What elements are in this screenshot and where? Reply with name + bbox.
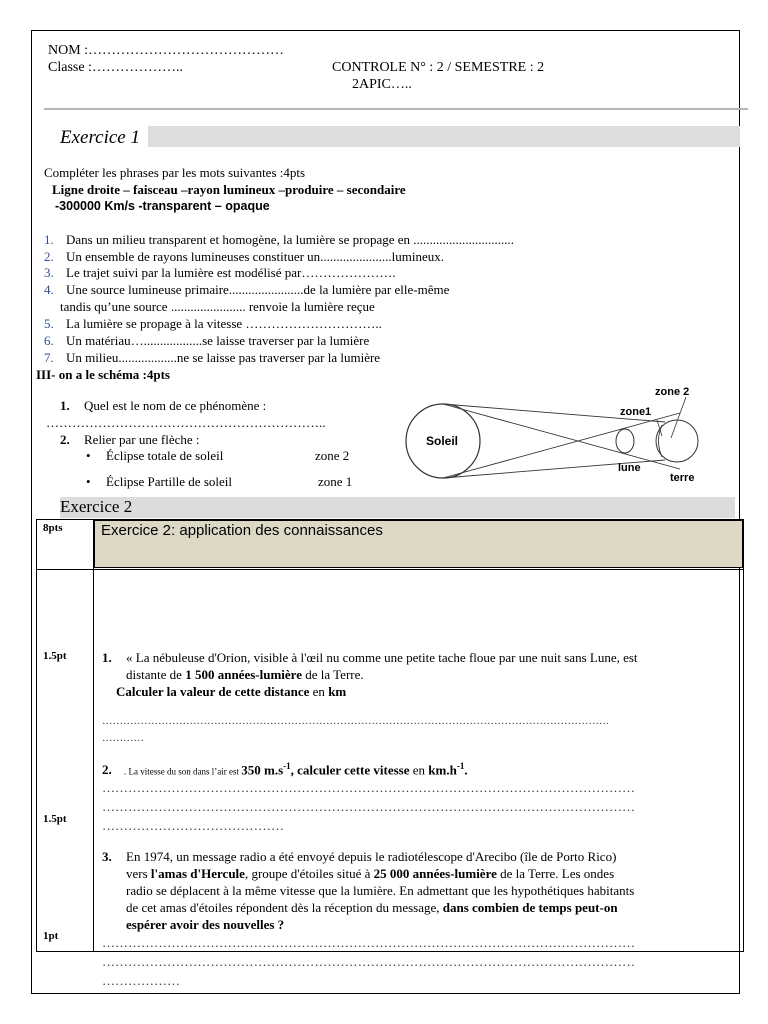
points-cell (37, 520, 94, 570)
text-run: , groupe d'étoiles situé à (244, 866, 374, 881)
text-run-bold: 350 m.s (241, 762, 284, 778)
item-text: Un ensemble de rayons lumineuses constituer un......................lumineux. (66, 249, 445, 264)
ex2-q1-line1 (102, 650, 638, 666)
q1-number: 1. (60, 398, 70, 413)
bullet-text: Éclipse totale de soleil (106, 448, 224, 463)
niveau-label: 2APIC….. (352, 77, 412, 92)
q1-answer-line[interactable]: ……………………………………………………….. (46, 415, 326, 430)
ex2-q1-text: « La nébuleuse d'Orion, visible à l'œil nu comme une petite tache floue par une nuit sans Lune, est (126, 650, 638, 665)
ex2-q2-number: 2. (102, 762, 112, 778)
fill-item-5[interactable] (44, 316, 382, 332)
points-q2: 1.5pt (43, 813, 67, 825)
lune-label: lune (618, 462, 641, 474)
classe-field[interactable]: Classe :……………….. (48, 60, 183, 75)
instruction: Compléter les phrases par les mots suivantes :4pts (44, 165, 306, 180)
ex2-q3-line4 (126, 900, 618, 916)
zone1-label: zone1 (620, 406, 652, 418)
item-number: 5. (44, 316, 54, 331)
exercice2-title: Exercice 2 (60, 497, 133, 516)
item-text: tandis qu’une source ....................... renvoie la lumière reçue (60, 299, 375, 314)
text-run: En 1974, un message radio a été envoyé depuis le radiotélescope d'Arecibo (île de Porto Rico) (126, 849, 617, 864)
nom-field[interactable]: NOM :…………………………………… (48, 43, 285, 58)
questions-column (94, 570, 744, 988)
bullet-icon: • (86, 448, 91, 463)
question-1 (60, 398, 266, 414)
text-run-bold: dans combien de temps peut-on (442, 900, 618, 915)
exercice1-bar (148, 126, 740, 147)
ex2-q3-number: 3. (102, 849, 112, 864)
word-list-2: -300000 Km/s -transparent – opaque (55, 199, 270, 213)
text-run: de la Terre. (301, 667, 364, 682)
q2-number: 2. (60, 432, 70, 447)
q1-text: Quel est le nom de ce phénomène : (84, 398, 267, 413)
text-run: de la Terre. Les ondes (496, 866, 615, 881)
zone-2-label[interactable]: zone 2 (315, 448, 350, 463)
subtitle-cell (94, 520, 744, 570)
text-run: en (309, 684, 329, 699)
item-number: 2. (44, 249, 54, 264)
item-text: La lumière se propage à la vitesse ………………………….. (66, 316, 382, 331)
text-run-bold: km.h (428, 762, 457, 778)
bullet-text: Éclipse Partille de soleil (106, 474, 232, 489)
bullet-partielle[interactable] (86, 474, 232, 490)
fill-item-3[interactable] (44, 265, 396, 281)
ex2-q3-answer-3[interactable]: ……………… (102, 973, 180, 988)
text-run-bold: 25 000 années-lumière (373, 866, 497, 881)
ex2-q3-answer-2[interactable]: …………………………………………………………………………………………………………… (102, 954, 635, 969)
exercice2-table (36, 519, 744, 988)
ex2-q3-line1 (102, 849, 616, 865)
item-text: Dans un milieu transparent et homogène, la lumière se propage en ............................... (66, 232, 515, 247)
item-text: Une source lumineuse primaire.......................de la lumière par elle-même (66, 282, 450, 297)
exercice2-bar (60, 497, 735, 518)
superscript: -1 (456, 761, 465, 771)
fill-item-2[interactable] (44, 249, 444, 265)
header-divider (44, 108, 748, 110)
ex2-q1-line2 (126, 667, 364, 683)
ex2-q2-answer-1[interactable]: …………………………………………………………………………………………………………… (102, 780, 635, 795)
text-run-bold: 1 500 années-lumière (185, 667, 302, 682)
ex2-q3-line3: radio se déplacent à la même vitesse que la lumière. En admettant que les hypothétiques habitants (126, 883, 635, 898)
ex2-q2-answer-3[interactable]: …………………………………… (102, 818, 284, 833)
ex2-q3-answer-1[interactable]: …………………………………………………………………………………………………………… (102, 935, 635, 950)
zone-1-label[interactable]: zone 1 (318, 474, 353, 489)
text-run-bold: , calculer cette vitesse (290, 762, 410, 778)
controle-title: CONTROLE N° : 2 / SEMESTRE : 2 (332, 60, 545, 75)
soleil-label: Soleil (426, 434, 459, 448)
text-run: en (409, 762, 429, 778)
text-run-bold: Calculer la valeur de cette distance (116, 684, 310, 699)
text-run: . La vitesse du son dans l’air est (124, 766, 242, 777)
zone2-diagram-label: zone 2 (655, 386, 690, 398)
points-q1: 1.5pt (43, 650, 67, 662)
points-total: 8pts (43, 522, 63, 534)
item-text: Un milieu..................ne se laisse pas traverser par la lumière (66, 350, 381, 365)
points-q3: 1pt (43, 930, 59, 942)
item-number: 4. (44, 282, 54, 297)
item-number: 3. (44, 265, 54, 280)
q2-text: Relier par une flèche : (84, 432, 200, 447)
eclipse-diagram (400, 380, 710, 490)
bullet-icon: • (86, 474, 91, 489)
ex2-q3-line2 (126, 866, 614, 882)
text-run: distante de (126, 667, 186, 682)
ex2-q3-line5: espérer avoir des nouvelles ? (126, 917, 285, 932)
text-run-bold: l'amas d'Hercule (150, 866, 245, 881)
terre-label: terre (670, 472, 695, 484)
fill-item-4[interactable] (44, 282, 449, 298)
ex2-q1-calc (116, 684, 346, 700)
fill-item-6[interactable] (44, 333, 369, 349)
bullet-totale[interactable] (86, 448, 223, 464)
ex2-q1-number: 1. (102, 650, 112, 665)
question-2 (60, 432, 200, 448)
ex2-q1-answer-2[interactable]: ………… (102, 733, 144, 744)
ex2-q1-answer-1[interactable]: ………………………………………………………………………………………………………………………………. (102, 716, 609, 727)
fill-item-7[interactable] (44, 350, 380, 366)
item-text: Un matériau…..................se laisse traverser par la lumière (66, 333, 370, 348)
item-number: 1. (44, 232, 54, 247)
superscript: -1 (283, 761, 291, 771)
earth-circle (656, 420, 698, 462)
moon-circle (616, 429, 634, 453)
text-run-bold: km (328, 684, 347, 699)
word-list-1: Ligne droite – faisceau –rayon lumineux –produire – secondaire (52, 182, 406, 197)
ex2-q2-answer-2[interactable]: …………………………………………………………………………………………………………… (102, 799, 635, 814)
exercice1-title: Exercice 1 (60, 127, 140, 148)
fill-item-4b[interactable] (60, 299, 375, 315)
ex2-q2-line (102, 761, 468, 778)
fill-item-1[interactable] (44, 232, 514, 248)
text-run: de cet amas d'étoiles répondent dès la réception du message, (126, 900, 443, 915)
item-number: 7. (44, 350, 54, 365)
points-column (37, 570, 94, 952)
text-run-bold: . (464, 762, 468, 778)
item-number: 6. (44, 333, 54, 348)
exercice2-subtitle: Exercice 2: application des connaissances (94, 520, 743, 568)
part3-text: III- on a le schéma :4pts (36, 367, 170, 382)
text-run: vers (126, 866, 151, 881)
item-text: Le trajet suivi par la lumière est modélisé par…………………. (66, 265, 396, 280)
part3-title (36, 367, 170, 383)
